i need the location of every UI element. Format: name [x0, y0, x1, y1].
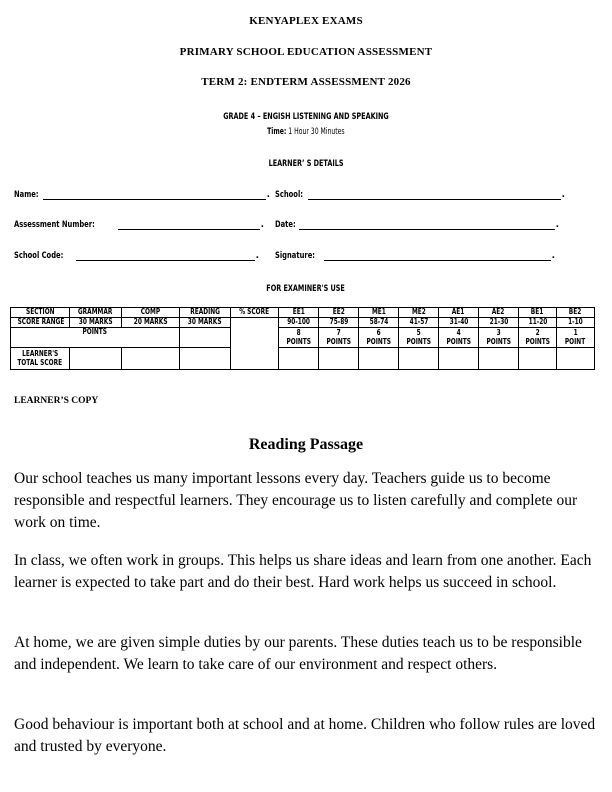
school-label: School: — [275, 190, 303, 200]
cell-points-ee2: 7 POINTS — [319, 328, 359, 348]
cell-score-range-label: SCORE RANGE — [11, 318, 70, 328]
assessment-number-dot: . — [260, 220, 264, 230]
cell-ee1: EE1 — [279, 308, 319, 318]
cell-section: SECTION — [11, 308, 70, 318]
learner-details-line — [0, 153, 612, 171]
assessment-title: PRIMARY SCHOOL EDUCATION ASSESSMENT — [179, 46, 433, 58]
cell-total-be1[interactable] — [519, 348, 557, 370]
name-dot: . — [266, 190, 270, 200]
time-value: 1 Hour 30 Minutes — [288, 127, 345, 137]
cell-total-ee2[interactable] — [319, 348, 359, 370]
cell-range-ee1: 90-100 — [279, 318, 319, 328]
signature-label: Signature: — [275, 251, 316, 261]
table-row-section — [11, 308, 595, 318]
cell-total-be2[interactable] — [557, 348, 595, 370]
cell-total-grammar[interactable] — [70, 348, 122, 370]
date-label: Date: — [275, 220, 296, 230]
examiner-title: FOR EXAMINER'S USE — [266, 284, 346, 294]
assessment-number-line[interactable] — [118, 219, 260, 230]
cell-grammar-marks: 30 MARKS — [70, 318, 122, 328]
field-row-3 — [14, 247, 604, 261]
date-dot: . — [555, 220, 559, 230]
cell-reading: READING — [180, 308, 231, 318]
passage-paragraph-3: At home, we are given simple duties by our parents. These duties teach us to be responsible and independent. We learn to take care of our environment and respect others. — [14, 634, 582, 673]
cell-total-me2[interactable] — [399, 348, 439, 370]
org-title: KENYAPLEX EXAMS — [249, 15, 363, 27]
name-field[interactable] — [14, 186, 270, 200]
cell-points-label: POINTS — [11, 328, 180, 348]
cell-ae1: AE1 — [439, 308, 479, 318]
cell-percent-score-value[interactable] — [231, 318, 279, 370]
cell-ae2: AE2 — [479, 308, 519, 318]
cell-comp: COMP — [122, 308, 180, 318]
date-line[interactable] — [299, 219, 555, 230]
field-row-2 — [14, 216, 604, 230]
time-label: Time: — [267, 127, 287, 137]
passage-title: Reading Passage — [248, 436, 364, 453]
assessment-number-field[interactable] — [14, 216, 264, 230]
cell-total-reading[interactable] — [180, 348, 231, 370]
cell-points-be1: 2 POINTS — [519, 328, 557, 348]
cell-points-me1: 6 POINTS — [359, 328, 399, 348]
cell-points-be2: 1 POINT — [557, 328, 595, 348]
cell-points-blank — [180, 328, 231, 348]
name-line[interactable] — [43, 189, 266, 200]
cell-range-be2: 1-10 — [557, 318, 595, 328]
signature-line[interactable] — [324, 250, 550, 261]
cell-comp-marks: 20 MARKS — [122, 318, 180, 328]
cell-be1: BE1 — [519, 308, 557, 318]
cell-total-ee1[interactable] — [279, 348, 319, 370]
cell-total-ae1[interactable] — [439, 348, 479, 370]
cell-me2: ME2 — [399, 308, 439, 318]
learner-details-title: LEARNER’ S DETAILS — [268, 159, 344, 169]
cell-total-comp[interactable] — [122, 348, 180, 370]
assessment-number-label: Assessment Number: — [14, 220, 95, 230]
cell-points-ee1: 8 POINTS — [279, 328, 319, 348]
cell-total-me1[interactable] — [359, 348, 399, 370]
cell-range-me1: 58-74 — [359, 318, 399, 328]
cell-grammar: GRAMMAR — [70, 308, 122, 318]
cell-percent-score: % SCORE — [231, 308, 279, 318]
school-field[interactable] — [275, 186, 565, 200]
school-code-line[interactable] — [76, 250, 255, 261]
school-code-field[interactable] — [14, 247, 259, 261]
cell-be2: BE2 — [557, 308, 595, 318]
cell-range-ee2: 75-89 — [319, 318, 359, 328]
cell-ee2: EE2 — [319, 308, 359, 318]
school-dot: . — [561, 190, 565, 200]
passage-paragraph-2: In class, we often work in groups. This helps us share ideas and learn from one another. Each learner is expected to take part and do their best. Hard work helps us succeed in school. — [14, 552, 592, 591]
examiner-table — [10, 307, 595, 370]
term-title: TERM 2: ENDTERM ASSESSMENT 2026 — [201, 76, 411, 88]
cell-range-be1: 11-20 — [519, 318, 557, 328]
cell-points-me2: 5 POINTS — [399, 328, 439, 348]
cell-me1: ME1 — [359, 308, 399, 318]
signature-field[interactable] — [275, 247, 555, 261]
field-row-1 — [14, 186, 604, 200]
name-label: Name: — [14, 190, 39, 200]
signature-dot: . — [551, 251, 555, 261]
time-line — [0, 121, 612, 139]
date-field[interactable] — [275, 216, 559, 230]
cell-points-ae2: 3 POINTS — [479, 328, 519, 348]
cell-points-ae1: 4 POINTS — [439, 328, 479, 348]
table-row-score-range — [11, 318, 595, 328]
cell-range-ae2: 21-30 — [479, 318, 519, 328]
school-code-dot: . — [255, 251, 259, 261]
cell-total-label: LEARNER'S TOTAL SCORE — [11, 348, 70, 370]
learners-copy-label: LEARNER’S COPY — [14, 396, 99, 406]
table-row-total — [11, 348, 595, 370]
cell-total-ae2[interactable] — [479, 348, 519, 370]
passage-paragraph-1: Our school teaches us many important lessons every day. Teachers guide us to become responsible and respectful learners. They encourage us to listen carefully and complete our work on time. — [14, 470, 578, 531]
school-line[interactable] — [308, 189, 560, 200]
cell-range-me2: 41-57 — [399, 318, 439, 328]
school-code-label: School Code: — [14, 251, 64, 261]
time-text — [267, 127, 345, 137]
cell-reading-marks: 30 MARKS — [180, 318, 231, 328]
examiner-title-line — [0, 278, 612, 296]
cell-range-ae1: 31-40 — [439, 318, 479, 328]
subject-title: GRADE 4 – ENGISH LISTENING AND SPEAKING — [223, 112, 389, 122]
table-row-points — [11, 328, 595, 348]
passage-paragraph-4: Good behaviour is important both at school and at home. Children who follow rules are loved and trusted by everyone. — [14, 716, 596, 755]
